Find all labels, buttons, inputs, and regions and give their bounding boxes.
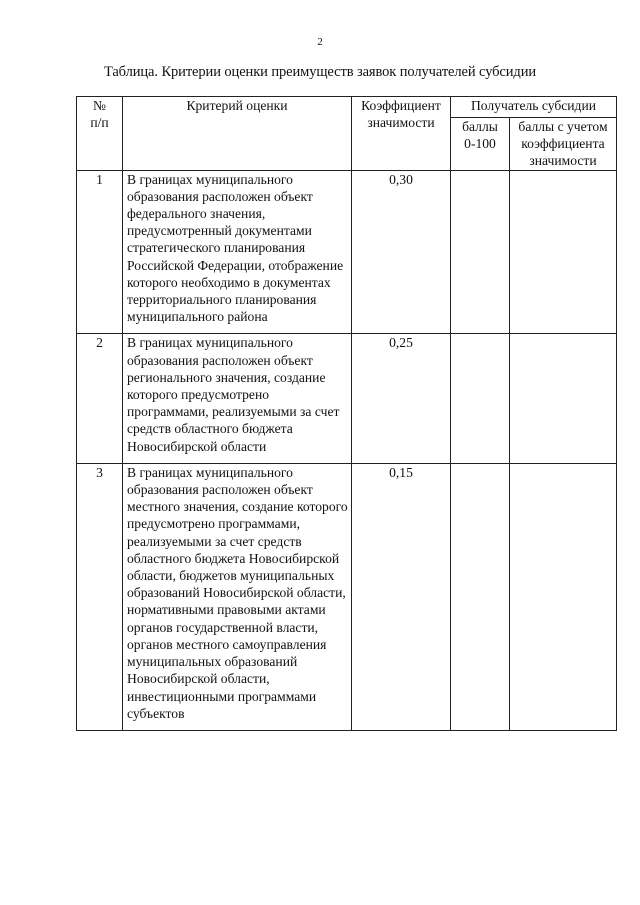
- header-recipient: [451, 97, 617, 118]
- header-coefficient: [352, 97, 451, 171]
- header-points-label: баллы 0-100: [462, 119, 498, 152]
- row-points: [451, 463, 510, 730]
- header-points: [451, 118, 510, 171]
- row-points: [451, 334, 510, 463]
- row-criterion: [123, 463, 352, 730]
- table-title: Таблица. Критерии оценки преимуществ заявок получателей субсидии: [103, 64, 537, 80]
- header-number-label: № п/п: [90, 98, 109, 131]
- row-criterion-text: В границах муниципального образования расположен объект федерального значения, предусмотренный документами стратегического планирования Российской Федерации, отображение которого необходимо в документах территориального планирования муниципального района: [127, 171, 344, 325]
- header-row: [77, 97, 617, 118]
- header-weighted-points-label: баллы с учетом коэффициента значимости: [518, 119, 608, 169]
- table-row: [77, 170, 617, 334]
- row-weighted-points: [510, 334, 617, 463]
- row-number: 2: [77, 334, 123, 463]
- row-weighted-points: [510, 463, 617, 730]
- header-recipient-label: Получатель субсидии: [470, 98, 597, 113]
- criteria-table: [76, 96, 617, 731]
- header-number: [77, 97, 123, 171]
- header-criterion-label: Критерий оценки: [186, 98, 288, 113]
- row-coefficient: 0,25: [352, 334, 451, 463]
- table-row: [77, 334, 617, 463]
- row-number: 3: [77, 463, 123, 730]
- row-coefficient: 0,15: [352, 463, 451, 730]
- header-weighted-points: [510, 118, 617, 171]
- page-number: 2: [317, 36, 323, 48]
- row-weighted-points: [510, 170, 617, 334]
- row-criterion: [123, 334, 352, 463]
- table-row: [77, 463, 617, 730]
- row-criterion-text: В границах муниципального образования расположен объект местного значения, создание которого предусмотрено программами, реализуемыми за счет средств областного бюджета Новосибирской области, бюджетов муниципальных образований Новосибирской области, нормативными правовыми актами органов государственной власти, органов местного самоуправления муниципальных образований Новосибирской области, инвестиционными программами субъектов: [127, 464, 348, 721]
- row-points: [451, 170, 510, 334]
- row-coefficient: 0,30: [352, 170, 451, 334]
- row-criterion-text: В границах муниципального образования расположен объект регионального значения, создание которого предусмотрено программами, реализуемыми за счет средств областного бюджета Новосибирской области: [127, 335, 340, 454]
- header-coefficient-label: Коэффициент значимости: [361, 98, 441, 131]
- row-number: 1: [77, 170, 123, 334]
- header-criterion: [123, 97, 352, 171]
- row-criterion: [123, 170, 352, 334]
